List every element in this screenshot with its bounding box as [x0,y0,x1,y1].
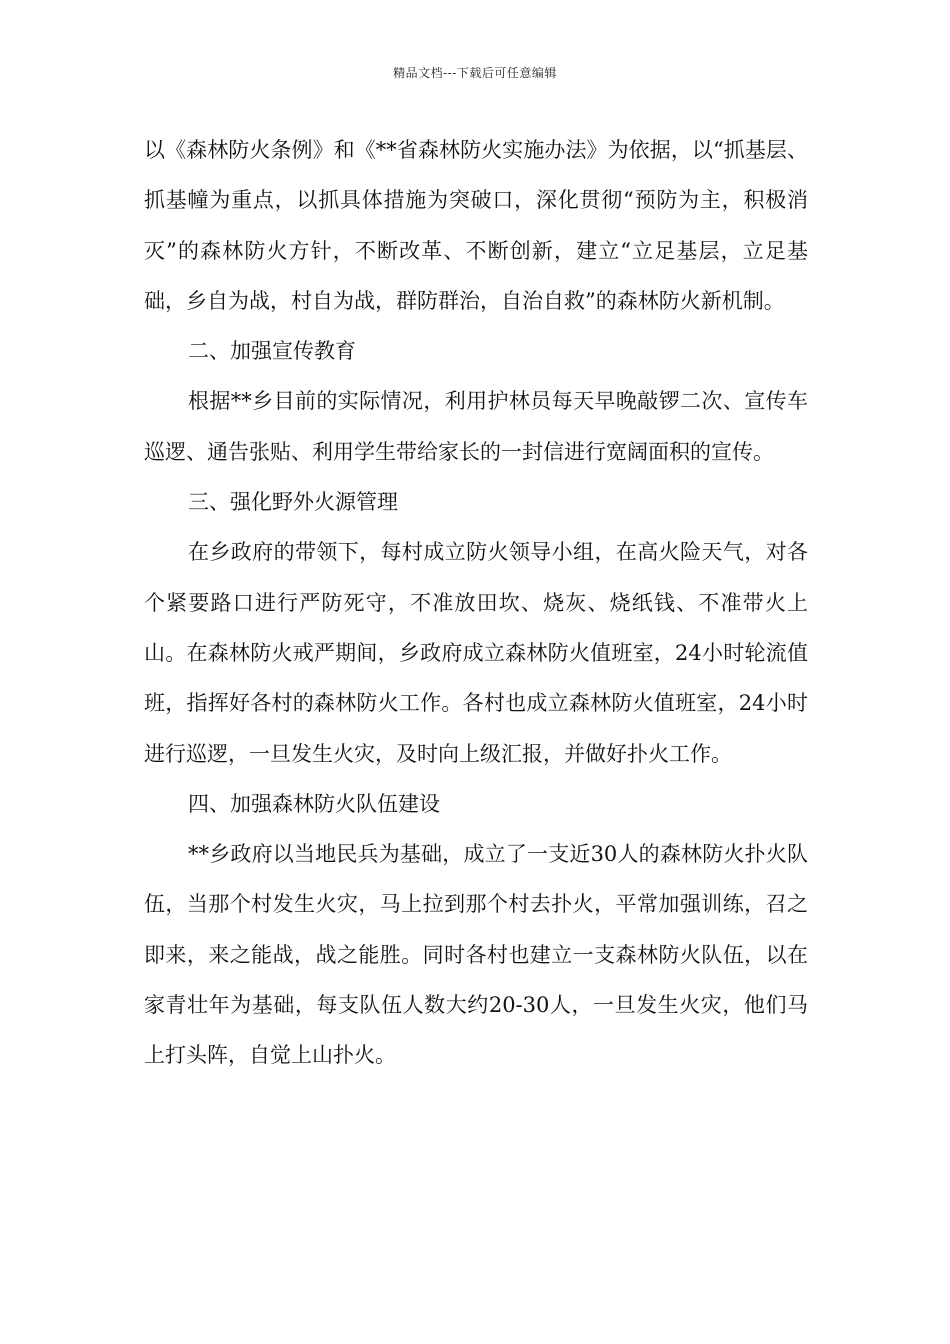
paragraph-fire-source: 在乡政府的带领下，每村成立防火领导小组，在高火险天气，对各个紧要路口进行严防死守，不准放田坎、烧灰、烧纸钱、不准带火上山。在森林防火戒严期间，乡政府成立森林防火值班室，24小时轮流值班，指挥好各村的森林防火工作。各村也成立森林防火值班室，24小时进行巡逻，一旦发生火灾，及时向上级汇报，并做好扑火工作。 [144,540,808,766]
section-heading-team: 四、加强森林防火队伍建设 [188,791,440,816]
page-header: 精品文档---下载后可任意编辑 [393,66,557,80]
paragraph-basis: 以《森林防火条例》和《**省森林防火实施办法》为依据，以“抓基层、抓基幢为重点，以抓具体措施为突破口，深化贯彻“预防为主，积极消灭”的森林防火方针，不断改革、不断创新，建立“立足基层，立足基础，乡自为战，村自为战，群防群治，自治自救”的森林防火新机制。 [144,138,808,313]
document-body [144,125,808,1081]
paragraph-team: **乡政府以当地民兵为基础，成立了一支近30人的森林防火扑火队伍，当那个村发生火灾，马上拉到那个村去扑火，平常加强训练，召之即来，来之能战，战之能胜。同时各村也建立一支森林防火队伍，以在家青壮年为基础，每支队伍人数大约20-30人，一旦发生火灾，他们马上打头阵，自觉上山扑火。 [144,842,808,1068]
paragraph-publicity: 根据**乡目前的实际情况，利用护林员每天早晚敲锣二次、宣传车巡逻、通告张贴、利用学生带给家长的一封信进行宽阔面积的宣传。 [144,389,808,464]
section-heading-publicity: 二、加强宣传教育 [188,339,356,364]
section-heading-fire-source: 三、强化野外火源管理 [188,490,398,515]
